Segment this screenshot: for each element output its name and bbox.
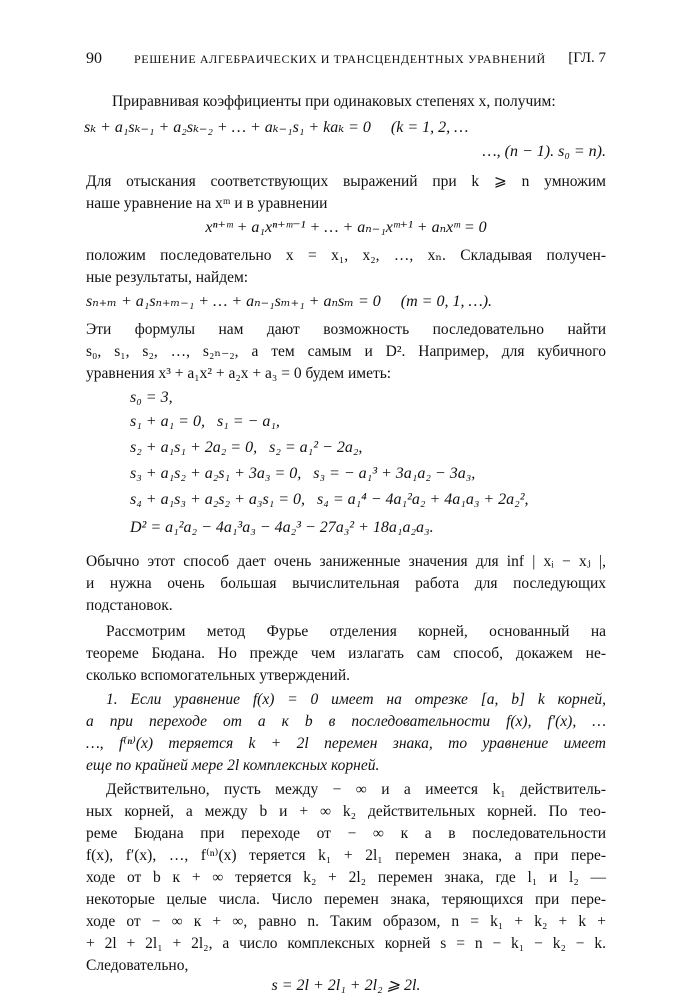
- text-line: ные результаты, найдем:: [86, 269, 249, 286]
- text-line: ходе от b к + ∞ теряется k₂ + 2l₂ перемен знака, где l₁ и l₂ —: [86, 869, 606, 886]
- text-line: Эти формулы нам дают возможность последовательно найти: [86, 321, 606, 338]
- text-line: Следовательно,: [86, 957, 189, 974]
- text-line: Обычно этот способ дает очень заниженные значения для inf | xᵢ − xⱼ |,: [86, 553, 606, 570]
- text-line: Действительно, пусть между − ∞ и a имеется k₁ действитель-: [106, 781, 606, 798]
- theorem-line: 1. Если уравнение f(x) = 0 имеет на отрезке [a, b] k корней,: [106, 691, 606, 708]
- text-line: Для отыскания соответствующих выражений при k ⩾ n умножим: [86, 173, 606, 190]
- text-line: Рассмотрим метод Фурье отделения корней, основанный на: [106, 623, 606, 640]
- page-number: 90: [86, 50, 102, 67]
- theorem-line: еще по крайней мере 2l комплексных корней.: [86, 757, 380, 774]
- text-line: и нужна очень большая вычислительная работа для последующих: [86, 575, 606, 592]
- text-line: + 2l + 2l₁ + 2l₂, а число комплексных корней s = n − k₁ − k₂ − k.: [86, 935, 606, 952]
- text-line: наше уравнение на xᵐ и в уравнении: [86, 195, 328, 212]
- text-line: f(x), f′(x), …, f⁽ⁿ⁾(x) теряется k₁ + 2l₁ перемен знака, а при пере-: [86, 847, 606, 864]
- formula-line: s₂ + a₁s₁ + 2a₂ = 0, s₂ = a₁² − 2a₂,: [130, 439, 363, 456]
- text-line: Приравнивая коэффициенты при одинаковых степенях x, получим:: [112, 93, 556, 110]
- formula-line: xⁿ⁺ᵐ + a₁xⁿ⁺ᵐ⁻¹ + … + aₙ₋₁xᵐ⁺¹ + aₙxᵐ = 0: [205, 219, 487, 236]
- text-line: сколько вспомогательных утверждений.: [86, 667, 350, 684]
- running-header: [86, 50, 606, 74]
- text-line: положим последовательно x = x₁, x₂, …, xₙ. Складывая получен-: [86, 247, 606, 264]
- formula-line: sₙ₊ₘ + a₁sₙ₊ₘ₋₁ + … + aₙ₋₁sₘ₊₁ + aₙsₘ = 0 (m = 0, 1, …).: [86, 293, 493, 310]
- text-line: s₀, s₁, s₂, …, s₂ₙ₋₂, а тем самым и D². Например, для кубичного: [86, 343, 606, 360]
- formula-line: s₄ + a₁s₃ + a₂s₂ + a₃s₁ = 0, s₄ = a₁⁴ − 4a₁²a₂ + 4a₁a₃ + 2a₂²,: [130, 491, 529, 508]
- text-line: подстановок.: [86, 597, 173, 614]
- formula-line: s₁ + a₁ = 0, s₁ = − a₁,: [130, 413, 280, 430]
- formula-line: s₃ + a₁s₂ + a₂s₁ + 3a₃ = 0, s₃ = − a₁³ + 3a₁a₂ − 3a₃,: [130, 465, 476, 482]
- running-title: РЕШЕНИЕ АЛГЕБРАИЧЕСКИХ И ТРАНСЦЕНДЕНТНЫХ УРАВНЕНИЙ: [134, 52, 546, 66]
- formula-line: s₀ = 3,: [130, 389, 173, 406]
- text-line: теореме Бюдана. Но прежде чем излагать сам способ, докажем не-: [86, 645, 606, 662]
- text-line: уравнения x³ + a₁x² + a₂x + a₃ = 0 будем иметь:: [86, 365, 392, 382]
- formula-line: s = 2l + 2l₁ + 2l₂ ⩾ 2l.: [271, 977, 421, 994]
- text-line: ходе от − ∞ к + ∞, равно n. Таким образом, n = k₁ + k₂ + k +: [86, 913, 606, 930]
- formula-line: D² = a₁²a₂ − 4a₁³a₃ − 4a₂³ − 27a₃² + 18a₁a₂a₃.: [130, 519, 434, 536]
- text-line: реме Бюдана при переходе от − ∞ к a в последовательности: [86, 825, 606, 842]
- theorem-line: а при переходе от a к b в последовательности f(x), f′(x), …: [86, 713, 606, 730]
- formula-line: …, (n − 1). s₀ = n).: [482, 143, 606, 160]
- text-line: некоторые целые числа. Число перемен знака, теряющихся при пере-: [86, 891, 606, 908]
- chapter-label: [ГЛ. 7: [568, 50, 606, 66]
- text-line: ных корней, а между b и + ∞ k₂ действительных корней. По тео-: [86, 803, 606, 820]
- theorem-line: …, f⁽ⁿ⁾(x) теряется k + 2l перемен знака, то уравнение имеет: [86, 735, 606, 752]
- formula-line: sₖ + a₁sₖ₋₁ + a₂sₖ₋₂ + … + aₖ₋₁s₁ + kaₖ = 0 (k = 1, 2, …: [84, 119, 469, 136]
